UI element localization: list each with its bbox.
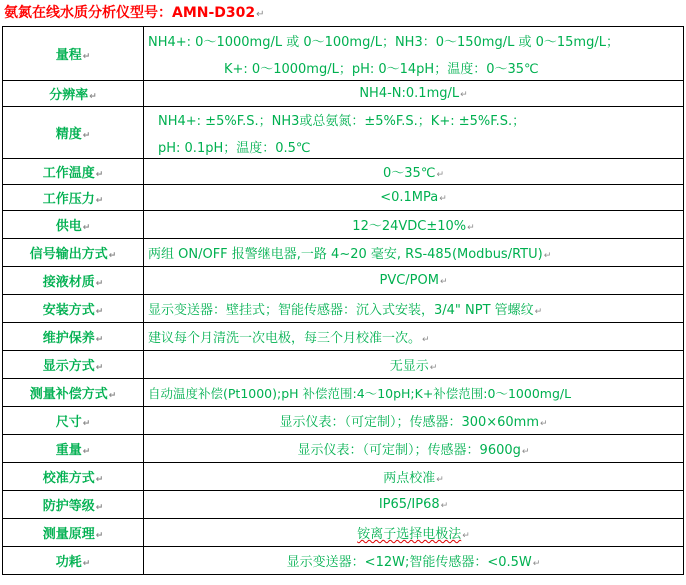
table-row xyxy=(3,27,684,81)
table-row xyxy=(3,159,684,185)
row-label: 信号输出方式↵ xyxy=(3,239,144,267)
row-label: 维护保养↵ xyxy=(3,323,144,351)
row-value: 显示仪表：（可定制）；传感器：300×60mm↵ xyxy=(144,407,684,435)
row-label: 测量补偿方式↵ xyxy=(3,379,144,407)
row-value: PVC/POM↵ xyxy=(144,267,684,295)
row-label: 防护等级↵ xyxy=(3,491,144,519)
table-row xyxy=(3,547,684,575)
row-label: 尺寸↵ xyxy=(3,407,144,435)
table-row xyxy=(3,379,684,407)
row-value: 自动温度补偿(Pt1000);pH 补偿范围:4～10pH;K+补偿范围:0～1000mg/L xyxy=(144,379,684,407)
table-row xyxy=(3,295,684,323)
row-label: 功耗↵ xyxy=(3,547,144,575)
row-value: 显示变送器：壁挂式；智能传感器：沉入式安装，3/4" NPT 管螺纹↵ xyxy=(144,295,684,323)
table-row xyxy=(3,351,684,379)
row-label: 安装方式↵ xyxy=(3,295,144,323)
row-label: 工作压力↵ xyxy=(3,185,144,211)
row-value: IP65/IP68↵ xyxy=(144,491,684,519)
row-label: 精度↵ xyxy=(3,107,144,159)
row-label: 校准方式↵ xyxy=(3,463,144,491)
row-label: 接液材质↵ xyxy=(3,267,144,295)
page-title: 氨氮在线水质分析仪型号：AMN-D302↵ xyxy=(4,5,265,21)
row-label: 重量↵ xyxy=(3,435,144,463)
row-value: NH4+: ±5%F.S.；NH3或总氨氮：±5%F.S.；K+: ±5%F.S.； pH: 0.1pH；温度：0.5℃ xyxy=(144,107,684,159)
table-row xyxy=(3,107,684,159)
row-label: 工作温度↵ xyxy=(3,159,144,185)
row-value: 显示仪表：（可定制）；传感器：9600g↵ xyxy=(144,435,684,463)
paragraph-mark-icon: ↵ xyxy=(256,9,265,20)
row-label: 供电↵ xyxy=(3,211,144,239)
row-label: 量程↵ xyxy=(3,27,144,81)
table-row xyxy=(3,435,684,463)
table-row xyxy=(3,239,684,267)
row-value: 两组 ON/OFF 报警继电器,一路 4~20 毫安, RS-485(Modbus/RTU)↵ xyxy=(144,239,684,267)
row-value: <0.1MPa↵ xyxy=(144,185,684,211)
row-label: 分辨率↵ xyxy=(3,81,144,107)
table-row xyxy=(3,491,684,519)
table-row xyxy=(3,463,684,491)
row-value: 铵离子选择电极法↵ xyxy=(144,519,684,547)
row-value: 无显示↵ xyxy=(144,351,684,379)
row-value: NH4+: 0～1000mg/L 或 0～100mg/L；NH3：0～150mg/L 或 0～15mg/L； K+: 0～1000mg/L；pH: 0～14pH；温度：0～35℃ xyxy=(144,27,684,81)
table-row xyxy=(3,267,684,295)
table-row xyxy=(3,407,684,435)
row-value: 显示变送器：<12W;智能传感器：<0.5W↵ xyxy=(144,547,684,575)
table-row xyxy=(3,323,684,351)
row-value: 0～35℃↵ xyxy=(144,159,684,185)
table-row xyxy=(3,211,684,239)
row-value: 建议每个月清洗一次电极，每三个月校准一次。↵ xyxy=(144,323,684,351)
table-row xyxy=(3,519,684,547)
spec-table xyxy=(2,26,684,575)
row-value: NH4-N:0.1mg/L↵ xyxy=(144,81,684,107)
row-label: 显示方式↵ xyxy=(3,351,144,379)
row-label: 测量原理↵ xyxy=(3,519,144,547)
row-value: 12～24VDC±10%↵ xyxy=(144,211,684,239)
row-value: 两点校准↵ xyxy=(144,463,684,491)
table-row xyxy=(3,185,684,211)
table-row xyxy=(3,81,684,107)
